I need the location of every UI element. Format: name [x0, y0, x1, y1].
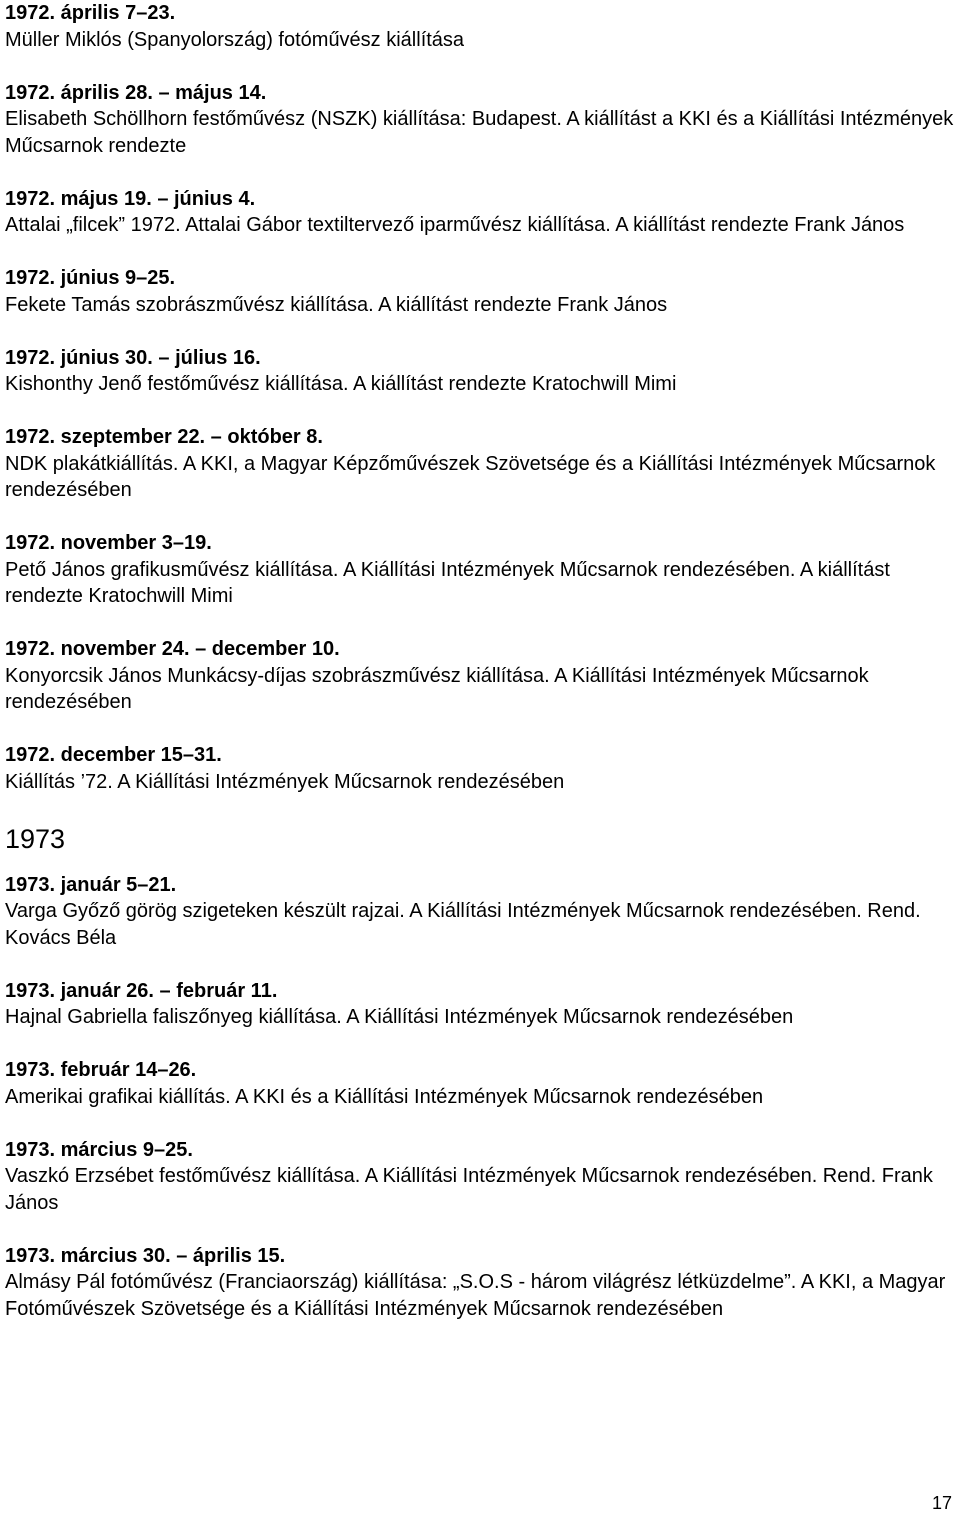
entry-description: Varga Győző görög szigeteken készült rajzai. A Kiállítási Intézmények Műcsarnok rendezésében. Rend. Kovács Béla	[5, 900, 927, 949]
entries-1972	[5, 0, 959, 795]
entry-description: Almásy Pál fotóművész (Franciaország) kiállítása: „S.O.S - három világrész létküzdelme”. A KKI, a Magyar Fotóművészek Szövetsége és a Kiállítási Intézmények Műcsarnok rendezésében	[5, 1271, 951, 1320]
exhibition-entry	[5, 265, 955, 318]
entry-description: Attalai „filcek” 1972. Attalai Gábor textiltervező iparművész kiállítása. A kiállítást rendezte Frank János	[5, 214, 905, 236]
entry-description: Müller Miklós (Spanyolország) fotóművész kiállítása	[5, 28, 465, 51]
entry-date: 1972. április 28. – május 14.	[5, 81, 267, 104]
entry-description: Vaszkó Erzsébet festőművész kiállítása. A Kiállítási Intézmények Műcsarnok rendezésében. Rend. Frank János	[5, 1165, 939, 1214]
exhibition-entry	[5, 186, 955, 239]
page-number: 17	[931, 1493, 952, 1513]
entry-description: NDK plakátkiállítás. A KKI, a Magyar Képzőművészek Szövetsége és a Kiállítási Intézmények Műcsarnok rendezésében	[5, 452, 941, 501]
entry-description: Fekete Tamás szobrászművész kiállítása. A kiállítást rendezte Frank János	[5, 293, 668, 316]
document-page	[5, 0, 959, 1349]
entry-date: 1972. június 30. – július 16.	[5, 346, 261, 369]
exhibition-entry	[5, 80, 959, 160]
year-heading: 1973	[5, 823, 66, 854]
entry-date: 1973. január 26. – február 11.	[5, 979, 278, 1002]
entry-date: 1973. március 9–25.	[5, 1138, 193, 1161]
exhibition-entry	[5, 345, 955, 398]
entry-date: 1972. november 3–19.	[5, 532, 212, 554]
entry-description: Kishonthy Jenő festőművész kiállítása. A kiállítást rendezte Kratochwill Mimi	[5, 373, 677, 395]
exhibition-entry	[5, 1137, 955, 1217]
entry-date: 1973. január 5–21.	[5, 873, 177, 896]
entry-date: 1972. szeptember 22. – október 8.	[5, 426, 323, 448]
exhibition-entry	[5, 872, 955, 952]
exhibition-entry	[5, 424, 955, 504]
entry-description: Amerikai grafikai kiállítás. A KKI és a Kiállítási Intézmények Műcsarnok rendezésében	[5, 1085, 764, 1108]
exhibition-entry	[5, 742, 955, 795]
entry-date: 1973. március 30. – április 15.	[5, 1244, 286, 1267]
entry-date: 1972. november 24. – december 10.	[5, 638, 340, 660]
exhibition-entry	[5, 636, 955, 716]
entries-1973	[5, 872, 955, 1323]
entry-description: Pető János grafikusművész kiállítása. A Kiállítási Intézmények Műcsarnok rendezésében. A kiállítást rendezte Kratochwill Mimi	[5, 558, 896, 607]
exhibition-entry	[5, 1057, 955, 1110]
exhibition-entry	[5, 978, 955, 1031]
entry-description: Hajnal Gabriella faliszőnyeg kiállítása. A Kiállítási Intézmények Műcsarnok rendezésében	[5, 1006, 794, 1028]
entry-date: 1973. február 14–26.	[5, 1059, 197, 1081]
exhibition-entry	[5, 530, 955, 610]
entry-description: Kiállítás ’72. A Kiállítási Intézmények Műcsarnok rendezésében	[5, 770, 565, 793]
entry-date: 1972. április 7–23.	[5, 2, 176, 24]
entry-date: 1972. május 19. – június 4.	[5, 187, 256, 210]
entry-description: Konyorcsik János Munkácsy-díjas szobrászművész kiállítása. A Kiállítási Intézmények Műcsarnok rendezésében	[5, 664, 875, 713]
entry-date: 1972. december 15–31.	[5, 744, 222, 766]
entry-description: Elisabeth Schöllhorn festőművész (NSZK) kiállítása: Budapest. A kiállítást a KKI és a Kiállítási Intézmények Műcsarnok rendezte	[5, 108, 959, 157]
exhibition-entry	[5, 1243, 955, 1323]
entry-date: 1972. június 9–25.	[5, 267, 176, 289]
exhibition-entry	[5, 0, 955, 53]
